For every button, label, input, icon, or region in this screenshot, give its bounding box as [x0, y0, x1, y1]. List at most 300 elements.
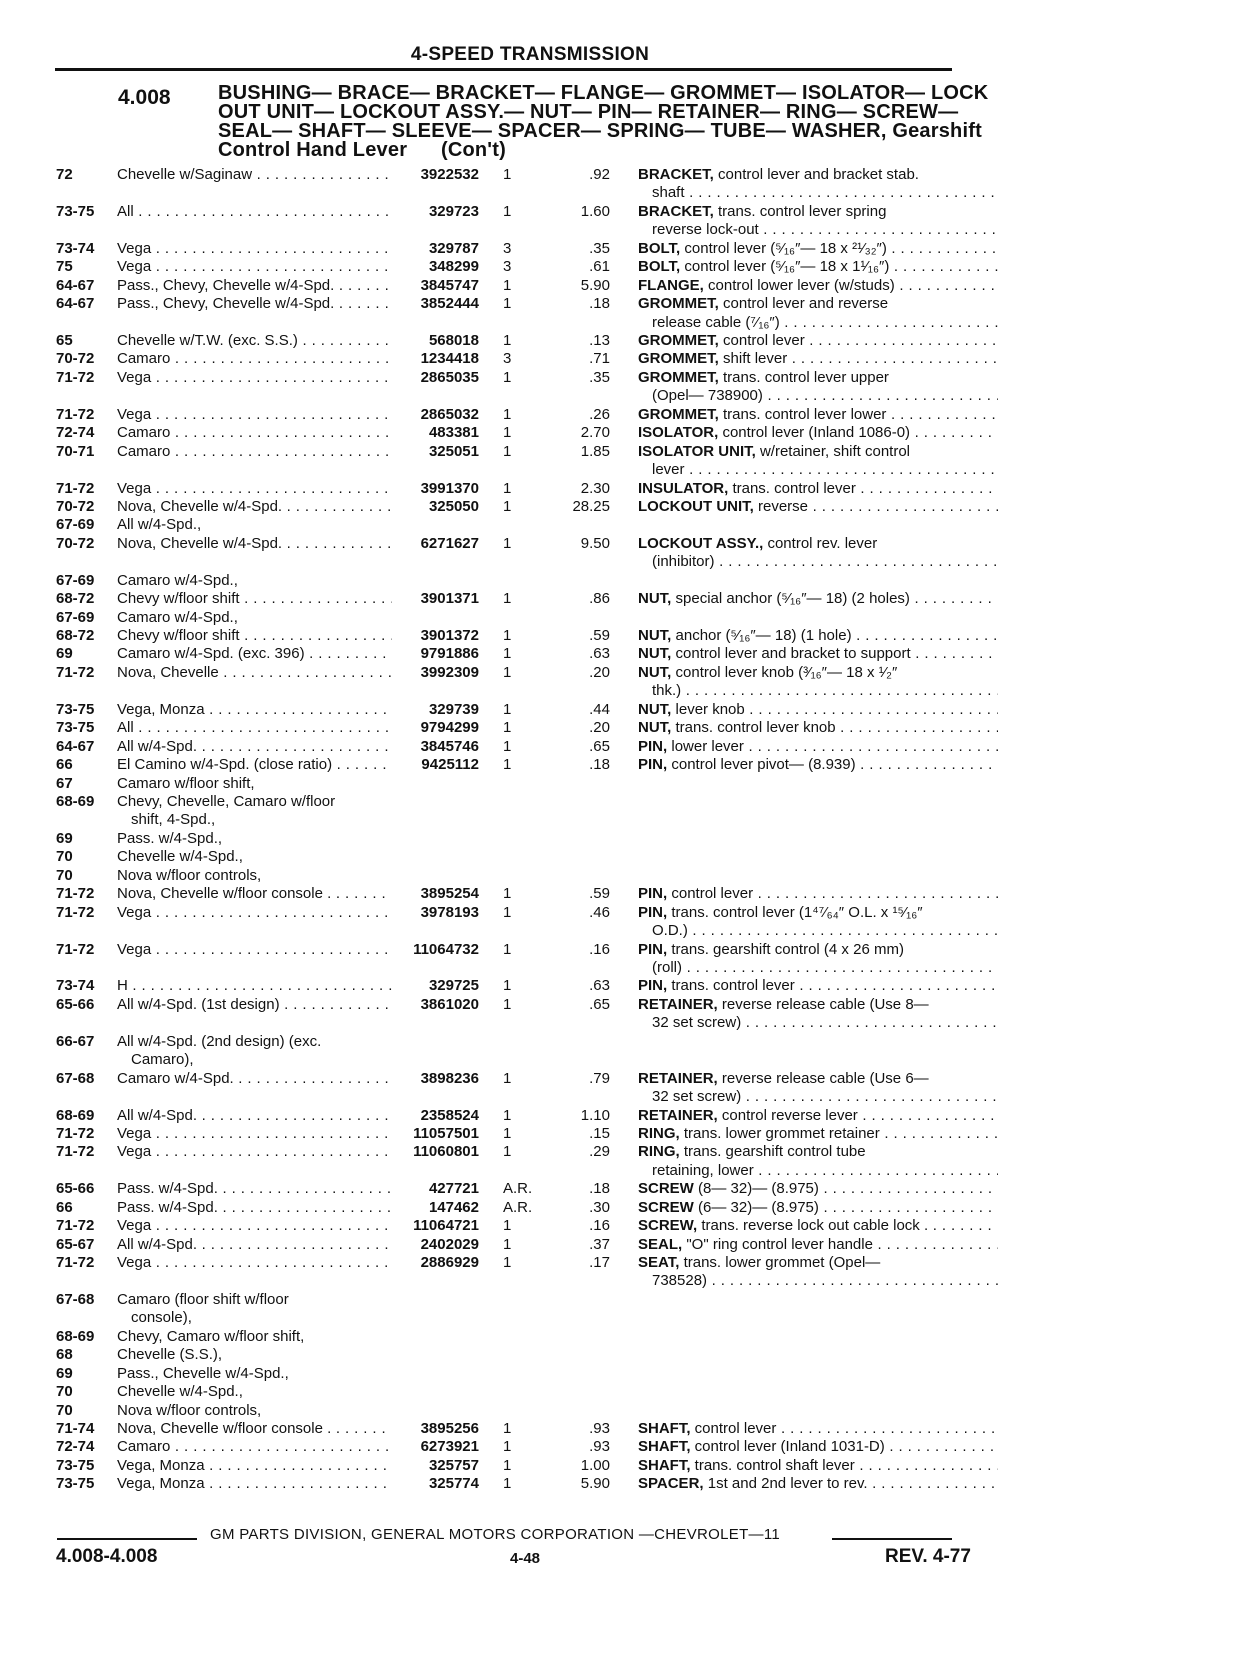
table-row [0, 627, 1242, 645]
table-row [0, 1143, 1242, 1180]
header-rule [55, 68, 952, 71]
price: .35 [589, 368, 610, 386]
quantity: 1 [503, 1124, 512, 1142]
part-name: ISOLATOR UNIT, [638, 442, 756, 460]
application-text: Pass., Chevelle w/4-Spd., [117, 1364, 289, 1382]
application-text: Chevelle w/4-Spd., [117, 848, 243, 866]
model-years: 67-68 [56, 1069, 95, 1087]
model-years: 70-72 [56, 534, 95, 552]
part-number: 348299 [428, 258, 479, 276]
application [117, 277, 392, 295]
section-number: 4.008 [118, 86, 171, 109]
model-years: 67 [56, 774, 73, 792]
price: .20 [589, 663, 610, 681]
part-detail: anchor (⁵⁄₁₆″— 18) (1 hole) [675, 627, 852, 645]
model-years: 67-69 [56, 608, 95, 626]
table-row [0, 424, 1242, 442]
footer-rule-left [57, 1538, 197, 1540]
model-years: 73-75 [56, 1475, 95, 1493]
quantity: 1 [503, 424, 512, 442]
model-years: 67-69 [56, 571, 95, 589]
table-row [0, 1438, 1242, 1456]
quantity: 1 [503, 479, 512, 497]
application-text: Vega . . . [117, 1217, 392, 1235]
part-detail: control lever and bracket to support [675, 645, 911, 663]
description [638, 701, 998, 719]
quantity: 3 [503, 350, 512, 368]
part-number: 3901372 [420, 627, 479, 645]
description-line [638, 738, 998, 756]
description-line [638, 1180, 998, 1198]
application [117, 848, 392, 866]
application-text: Camaro w/4-Spd. . . . [117, 1070, 392, 1088]
model-years: 65-66 [56, 1180, 95, 1198]
part-number: 325050 [428, 497, 479, 515]
description-line [638, 996, 998, 1014]
footer-section-range: 4.008-4.008 [56, 1546, 158, 1567]
application [117, 1475, 392, 1493]
part-name: RETAINER, [638, 995, 718, 1013]
quantity: 1 [503, 995, 512, 1013]
description [638, 627, 998, 645]
part-name: RING, [638, 1124, 680, 1142]
description [638, 645, 998, 663]
price: .35 [589, 239, 610, 257]
description-line [638, 590, 998, 608]
part-number: 11057501 [413, 1124, 479, 1142]
description [638, 1143, 998, 1180]
part-name: PIN, [638, 737, 668, 755]
price: 1.85 [580, 442, 610, 460]
part-detail: control lever [723, 331, 805, 349]
part-detail-cont: retaining, lower . . . [638, 1162, 998, 1180]
part-detail: control rev. lever [767, 534, 878, 552]
price: 28.25 [572, 497, 610, 515]
part-detail: trans. reverse lock out cable lock . [701, 1217, 929, 1235]
model-years: 68-72 [56, 590, 95, 608]
quantity: 1 [503, 756, 512, 774]
application-text: Nova w/floor controls, [117, 866, 262, 884]
model-years: 71-72 [56, 903, 95, 921]
part-number: 483381 [428, 424, 479, 442]
part-number: 325757 [428, 1456, 479, 1474]
application-text: Vega . . . [117, 240, 392, 258]
part-number: 325051 [428, 442, 479, 460]
quantity: 1 [503, 1069, 512, 1087]
description-line [638, 1457, 998, 1475]
table-row [0, 258, 1242, 276]
model-years: 67-68 [56, 1290, 95, 1308]
price: .16 [589, 940, 610, 958]
quantity: A.R. [503, 1198, 533, 1216]
description-line [638, 1070, 998, 1088]
application [117, 1125, 392, 1143]
model-years: 72-74 [56, 424, 95, 442]
application-text: All w/4-Spd. (1st design) . . . [117, 996, 392, 1014]
description-line [638, 1143, 998, 1161]
quantity: 1 [503, 1254, 512, 1272]
table-row [0, 1420, 1242, 1438]
part-number: 329725 [428, 977, 479, 995]
model-years: 71-74 [56, 1420, 95, 1437]
table-row [0, 1254, 1242, 1291]
application-text: Chevelle (S.S.), [117, 1346, 223, 1364]
price: 1.10 [580, 1106, 610, 1124]
price: 2.70 [580, 424, 610, 442]
model-years: 68-69 [56, 792, 95, 810]
quantity: 1 [503, 276, 512, 294]
part-number: 3895256 [420, 1420, 479, 1437]
application-text: Vega . . . [117, 480, 392, 498]
application [117, 1457, 392, 1475]
part-number: 2402029 [420, 1235, 479, 1253]
description-line [638, 166, 998, 184]
table-row [0, 645, 1242, 663]
model-years: 73-75 [56, 700, 95, 718]
price: .65 [589, 995, 610, 1013]
description-line [638, 977, 998, 995]
description [638, 369, 998, 406]
part-detail: trans. control lever (1⁴⁷⁄₆₄″ O.L. x ¹⁵⁄₁₆″ [671, 903, 923, 921]
price: 5.90 [580, 1475, 610, 1493]
part-name: RETAINER, [638, 1106, 718, 1124]
application-text: Pass. w/4-Spd. . . . [117, 1180, 392, 1198]
model-years: 69 [56, 1364, 73, 1382]
price: .92 [589, 166, 610, 183]
model-years: 68 [56, 1346, 73, 1364]
model-years: 71-72 [56, 368, 95, 386]
table-row [0, 1457, 1242, 1475]
part-name: NUT, [638, 700, 672, 718]
application [117, 332, 392, 350]
part-detail: reverse release cable (Use 6— [721, 1069, 929, 1087]
description [638, 664, 998, 701]
application [117, 240, 392, 258]
table-row [0, 885, 1242, 903]
table-row [0, 277, 1242, 295]
quantity: 1 [503, 627, 512, 645]
description-line [638, 1107, 998, 1125]
application-text-cont: Camaro), [131, 1051, 194, 1069]
part-number: 3898236 [420, 1069, 479, 1087]
part-name: SHAFT, [638, 1438, 691, 1456]
table-row [0, 240, 1242, 258]
part-name: LOCKOUT UNIT, [638, 497, 754, 515]
part-number: 3845746 [420, 737, 479, 755]
part-number: 11064732 [413, 940, 479, 958]
table-row [0, 350, 1242, 368]
model-years: 65 [56, 331, 73, 349]
application-text: Vega . . . [117, 406, 392, 424]
table-row [0, 590, 1242, 608]
part-detail: control lever (Inland 1031-D) [694, 1438, 885, 1456]
application-text: Nova, Chevelle . . . [117, 664, 392, 682]
application [117, 719, 392, 737]
part-detail-cont: 32 set screw) . . . [638, 1014, 998, 1032]
application [117, 1254, 392, 1272]
table-row [0, 1070, 1242, 1107]
model-years: 65-66 [56, 995, 95, 1013]
table-row [0, 516, 1242, 534]
part-number: 1234418 [420, 350, 479, 368]
description-line [638, 701, 998, 719]
application [117, 1070, 392, 1088]
table-row [0, 369, 1242, 406]
quantity: 1 [503, 590, 512, 608]
model-years: 73-74 [56, 977, 95, 995]
description [638, 1438, 998, 1456]
table-row [0, 1383, 1242, 1401]
table-row [0, 535, 1242, 572]
quantity: 1 [503, 331, 512, 349]
description [638, 1180, 998, 1198]
application [117, 1291, 392, 1328]
model-years: 70-71 [56, 442, 95, 460]
part-detail: lever knob [675, 700, 745, 718]
quantity: 3 [503, 258, 512, 276]
table-row [0, 1107, 1242, 1125]
description-line [638, 424, 998, 442]
application-text: Camaro . . . [117, 1438, 392, 1456]
part-name: SCREW [638, 1198, 694, 1216]
footer-revision: REV. 4-77 [885, 1546, 971, 1567]
price: 1.60 [580, 202, 610, 220]
application-text: Camaro . . . [117, 350, 392, 368]
section-title [218, 84, 998, 160]
description-line [638, 498, 998, 516]
part-name: SCREW, [638, 1217, 698, 1235]
description [638, 590, 998, 608]
quantity: 1 [503, 202, 512, 220]
part-name: INSULATOR, [638, 479, 729, 497]
table-row [0, 738, 1242, 756]
part-name: PIN, [638, 756, 668, 774]
application [117, 1143, 392, 1161]
description [638, 406, 998, 424]
application [117, 1420, 392, 1438]
application-text-cont: console), [131, 1309, 192, 1327]
part-name: PIN, [638, 940, 668, 958]
quantity: 1 [503, 1420, 512, 1437]
description-line [638, 1217, 998, 1235]
part-detail: trans. control lever spring [718, 202, 887, 220]
application [117, 996, 392, 1014]
model-years: 71-72 [56, 940, 95, 958]
part-detail-cont: (roll) . . . [638, 959, 998, 977]
model-years: 73-75 [56, 719, 95, 737]
part-detail: control lever pivot— (8.939) [671, 756, 856, 774]
part-number: 6271627 [420, 534, 479, 552]
description [638, 535, 998, 572]
part-detail: "O" ring control lever handle [686, 1235, 873, 1253]
application [117, 1033, 392, 1070]
model-years: 70 [56, 848, 73, 866]
application [117, 830, 392, 848]
description-line [638, 480, 998, 498]
quantity: 1 [503, 166, 512, 183]
part-number: 329723 [428, 202, 479, 220]
price: .93 [589, 1420, 610, 1437]
table-row [0, 793, 1242, 830]
part-number: 3991370 [420, 479, 479, 497]
part-detail: trans. control lever [732, 479, 856, 497]
application-text: Vega, Monza . . . [117, 1475, 392, 1493]
application-text: Nova, Chevelle w/floor console . . . . [117, 1420, 392, 1438]
description-line [638, 1420, 998, 1438]
application [117, 350, 392, 368]
application [117, 1180, 392, 1198]
footer-page-number: 4-48 [510, 1550, 541, 1567]
part-number: 2865035 [420, 368, 479, 386]
section-title-text: BUSHING— BRACE— BRACKET— FLANGE— GROMMET— ISOLATOR— LOCK OUT UNIT— LOCKOUT ASSY.— NUT— PIN— RETAINER— RING— SCREW— SEAL— SHAFT— SLEEVE— SPACER— SPRING— TUBE— WASHER, Gearshift Control Hand Lever [218, 82, 989, 161]
table-row [0, 166, 1242, 203]
model-years: 71-72 [56, 1217, 95, 1235]
application-text-cont: shift, 4-Spd., [131, 811, 216, 829]
price: .63 [589, 645, 610, 663]
part-name: PIN, [638, 903, 668, 921]
description-line [638, 885, 998, 903]
part-detail: control lever (Inland 1086-0) [722, 424, 911, 442]
model-years: 71-72 [56, 1124, 95, 1142]
parts-table [0, 166, 1242, 1494]
table-row [0, 1475, 1242, 1493]
price: .18 [589, 756, 610, 774]
application-text: All w/4-Spd., [117, 516, 202, 534]
application-text: Vega . . . [117, 1254, 392, 1272]
price: .30 [589, 1198, 610, 1216]
description-line [638, 203, 998, 221]
quantity: 1 [503, 1475, 512, 1493]
price: .17 [589, 1254, 610, 1272]
application [117, 701, 392, 719]
description-line [638, 369, 998, 387]
application [117, 941, 392, 959]
model-years: 70 [56, 1401, 73, 1419]
table-row [0, 572, 1242, 590]
quantity: A.R. [503, 1180, 533, 1198]
part-number: 3922532 [420, 166, 479, 183]
description [638, 443, 998, 480]
part-detail: trans. control lever [671, 977, 795, 995]
part-name: NUT, [638, 663, 672, 681]
application [117, 1402, 392, 1420]
part-detail: trans. control lever lower [723, 405, 887, 423]
price: .15 [589, 1124, 610, 1142]
description [638, 1070, 998, 1107]
table-row [0, 1180, 1242, 1198]
model-years: 73-75 [56, 202, 95, 220]
part-detail: trans. lower grommet retainer [683, 1124, 880, 1142]
application-text: H . . . [117, 977, 392, 995]
part-name: SPACER, [638, 1475, 704, 1493]
footer-rule-right [832, 1538, 952, 1540]
model-years: 66 [56, 756, 73, 774]
part-number: 3901371 [420, 590, 479, 608]
part-name: GROMMET, [638, 405, 719, 423]
application [117, 756, 392, 774]
quantity: 1 [503, 885, 512, 903]
part-detail: trans. control lever knob [675, 719, 836, 737]
price: .63 [589, 977, 610, 995]
application [117, 258, 392, 276]
application-text: Nova, Chevelle w/4-Spd. . . . [117, 498, 392, 516]
part-detail-cont: 32 set screw) . . . [638, 1088, 998, 1106]
description [638, 1457, 998, 1475]
part-number: 9791886 [420, 645, 479, 663]
description-line [638, 277, 998, 295]
model-years: 71-72 [56, 1254, 95, 1272]
part-number: 147462 [428, 1198, 479, 1216]
table-row [0, 664, 1242, 701]
table-row [0, 480, 1242, 498]
model-years: 70 [56, 866, 73, 884]
part-number: 329787 [428, 239, 479, 257]
part-name: RETAINER, [638, 1069, 718, 1087]
part-name: SEAL, [638, 1235, 683, 1253]
part-detail: control lever [671, 885, 754, 903]
price: .59 [589, 885, 610, 903]
description-line [638, 941, 998, 959]
quantity: 1 [503, 645, 512, 663]
application-text: Pass. w/4-Spd., [117, 829, 223, 847]
model-years: 70-72 [56, 497, 95, 515]
table-row [0, 1346, 1242, 1364]
description [638, 1217, 998, 1235]
application [117, 572, 392, 590]
application [117, 424, 392, 442]
application-text: Pass., Chevy, Chevelle w/4-Spd. . . . [117, 277, 392, 295]
model-years: 73-74 [56, 239, 95, 257]
model-years: 65-67 [56, 1235, 95, 1253]
table-row [0, 1328, 1242, 1346]
description-line [638, 719, 998, 737]
part-number: 3861020 [420, 995, 479, 1013]
part-name: ISOLATOR, [638, 424, 719, 442]
model-years: 70 [56, 1383, 73, 1401]
price: .65 [589, 737, 610, 755]
part-number: 568018 [428, 331, 479, 349]
application [117, 1236, 392, 1254]
part-number: 2358524 [420, 1106, 479, 1124]
description-line [638, 1236, 998, 1254]
description [638, 904, 998, 941]
description [638, 498, 998, 516]
table-row [0, 830, 1242, 848]
application [117, 1217, 392, 1235]
application [117, 480, 392, 498]
table-row [0, 203, 1242, 240]
part-detail: trans. gearshift control (4 x 26 mm) [671, 940, 904, 958]
application-text: All w/4-Spd. (2nd design) (exc. [117, 1032, 322, 1050]
model-years: 66-67 [56, 1032, 95, 1050]
part-detail: lower lever [671, 737, 744, 755]
application-text: Camaro . . . [117, 424, 392, 442]
model-years: 68-72 [56, 627, 95, 645]
price: .20 [589, 719, 610, 737]
application-text: Camaro . . . [117, 443, 392, 461]
quantity: 1 [503, 368, 512, 386]
part-name: PIN, [638, 977, 668, 995]
description [638, 738, 998, 756]
part-detail: control lever (⁵⁄₁₆″— 18 x ²¹⁄₃₂″) [684, 239, 887, 257]
part-name: BOLT, [638, 239, 681, 257]
description-line [638, 535, 998, 553]
application [117, 904, 392, 922]
quantity: 1 [503, 737, 512, 755]
model-years: 64-67 [56, 276, 95, 294]
price: .18 [589, 1180, 610, 1198]
application-text: All . . . [117, 203, 392, 221]
